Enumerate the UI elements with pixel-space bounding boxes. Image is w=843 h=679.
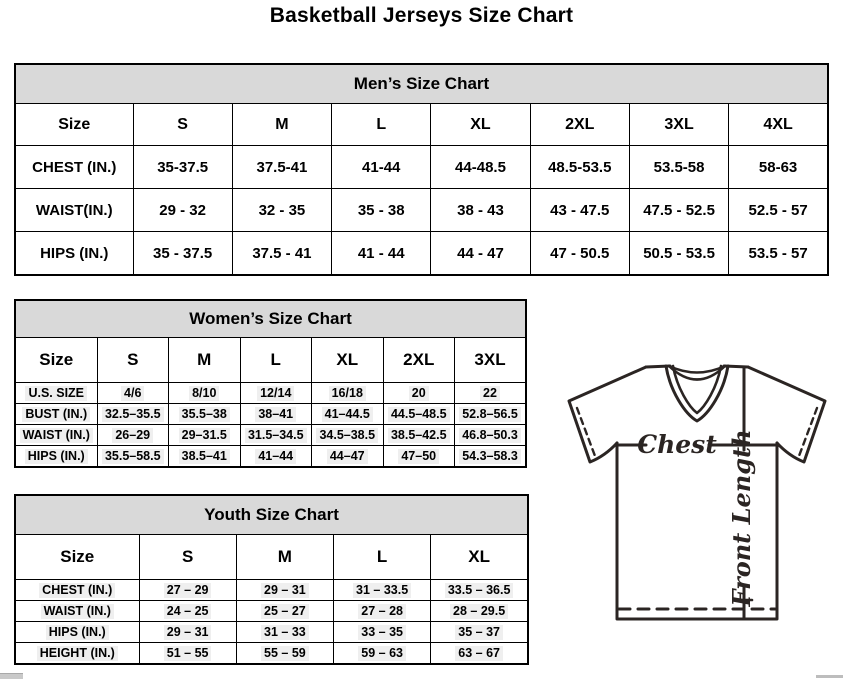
size-value-cell: 20 — [383, 383, 455, 404]
table-row — [15, 64, 828, 104]
column-header: 2XL — [383, 338, 455, 383]
size-value-cell: 32 - 35 — [232, 189, 331, 232]
table-row — [15, 383, 526, 404]
row-label: WAIST(IN.) — [15, 189, 133, 232]
size-value-cell: 38.5–41 — [169, 446, 241, 468]
size-value-cell: 48.5-53.5 — [530, 146, 629, 189]
size-value-cell: 47.5 - 52.5 — [629, 189, 728, 232]
size-value-cell: 53.5 - 57 — [729, 232, 828, 276]
table-row — [15, 232, 828, 276]
row-label: CHEST (IN.) — [15, 146, 133, 189]
row-label: U.S. SIZE — [15, 383, 97, 404]
column-header: S — [139, 535, 236, 580]
womens-table-title: Women’s Size Chart — [15, 300, 526, 338]
size-value-cell: 29 – 31 — [236, 580, 333, 601]
column-header: 2XL — [530, 104, 629, 146]
column-header: M — [236, 535, 333, 580]
size-value-cell: 55 – 59 — [236, 643, 333, 665]
size-value-cell: 54.3–58.3 — [455, 446, 527, 468]
table-row — [15, 622, 528, 643]
size-value-cell: 34.5–38.5 — [312, 425, 384, 446]
size-value-cell: 41–44.5 — [312, 404, 384, 425]
size-value-cell: 4/6 — [97, 383, 169, 404]
table-row — [15, 446, 526, 468]
size-value-cell: 33.5 – 36.5 — [431, 580, 528, 601]
size-value-cell: 28 – 29.5 — [431, 601, 528, 622]
size-value-cell: 47–50 — [383, 446, 455, 468]
size-value-cell: 8/10 — [169, 383, 241, 404]
table-row — [15, 580, 528, 601]
scrollbar-fragment-left[interactable] — [0, 673, 23, 679]
table-row — [15, 643, 528, 665]
size-value-cell: 24 – 25 — [139, 601, 236, 622]
size-value-cell: 38–41 — [240, 404, 312, 425]
mens-table-title: Men’s Size Chart — [15, 64, 828, 104]
size-value-cell: 27 – 29 — [139, 580, 236, 601]
column-header: L — [334, 535, 431, 580]
size-value-cell: 47 - 50.5 — [530, 232, 629, 276]
column-header: L — [240, 338, 312, 383]
size-value-cell: 32.5–35.5 — [97, 404, 169, 425]
size-value-cell: 25 – 27 — [236, 601, 333, 622]
size-value-cell: 35.5–38 — [169, 404, 241, 425]
size-value-cell: 53.5-58 — [629, 146, 728, 189]
size-value-cell: 44-48.5 — [431, 146, 530, 189]
column-header: M — [232, 104, 331, 146]
table-row — [15, 300, 526, 338]
jersey-measurement-diagram — [557, 357, 840, 623]
table-row — [15, 404, 526, 425]
size-value-cell: 35-37.5 — [133, 146, 232, 189]
column-header: S — [97, 338, 169, 383]
jersey-sleeve-right — [748, 367, 825, 462]
size-value-cell: 35 - 38 — [332, 189, 431, 232]
size-value-cell: 37.5-41 — [232, 146, 331, 189]
size-value-cell: 16/18 — [312, 383, 384, 404]
column-header: Size — [15, 338, 97, 383]
size-value-cell: 52.8–56.5 — [455, 404, 527, 425]
size-value-cell: 38 - 43 — [431, 189, 530, 232]
size-value-cell: 29 – 31 — [139, 622, 236, 643]
table-row — [15, 338, 526, 383]
size-value-cell: 46.8–50.3 — [455, 425, 527, 446]
mens-size-chart-table — [14, 63, 829, 276]
column-header: Size — [15, 104, 133, 146]
size-value-cell: 52.5 - 57 — [729, 189, 828, 232]
size-value-cell: 59 – 63 — [334, 643, 431, 665]
size-value-cell: 27 – 28 — [334, 601, 431, 622]
youth-table-title: Youth Size Chart — [15, 495, 528, 535]
table-row — [15, 146, 828, 189]
column-header: 4XL — [729, 104, 828, 146]
size-value-cell: 29 - 32 — [133, 189, 232, 232]
scrollbar-fragment-right[interactable] — [816, 675, 843, 678]
size-value-cell: 31 – 33.5 — [334, 580, 431, 601]
size-value-cell: 31.5–34.5 — [240, 425, 312, 446]
womens-size-chart-table — [14, 299, 527, 468]
size-value-cell: 29–31.5 — [169, 425, 241, 446]
row-label: HEIGHT (IN.) — [15, 643, 139, 665]
size-value-cell: 63 – 67 — [431, 643, 528, 665]
size-value-cell: 50.5 - 53.5 — [629, 232, 728, 276]
size-value-cell: 41–44 — [240, 446, 312, 468]
size-value-cell: 58-63 — [729, 146, 828, 189]
column-header: XL — [312, 338, 384, 383]
row-label: HIPS (IN.) — [15, 232, 133, 276]
size-value-cell: 26–29 — [97, 425, 169, 446]
table-row — [15, 189, 828, 232]
size-value-cell: 33 – 35 — [334, 622, 431, 643]
size-value-cell: 51 – 55 — [139, 643, 236, 665]
row-label: WAIST (IN.) — [15, 425, 97, 446]
column-header: 3XL — [629, 104, 728, 146]
table-row — [15, 104, 828, 146]
row-label: HIPS (IN.) — [15, 622, 139, 643]
size-value-cell: 22 — [455, 383, 527, 404]
size-value-cell: 38.5–42.5 — [383, 425, 455, 446]
front-length-label: Front Length — [727, 429, 756, 607]
column-header: Size — [15, 535, 139, 580]
column-header: XL — [431, 104, 530, 146]
row-label: WAIST (IN.) — [15, 601, 139, 622]
row-label: HIPS (IN.) — [15, 446, 97, 468]
chest-label: Chest — [637, 430, 717, 459]
table-row — [15, 495, 528, 535]
jersey-sleeve-left — [569, 367, 646, 462]
size-value-cell: 35 - 37.5 — [133, 232, 232, 276]
table-row — [15, 601, 528, 622]
size-value-cell: 44 - 47 — [431, 232, 530, 276]
table-row — [15, 535, 528, 580]
size-value-cell: 44.5–48.5 — [383, 404, 455, 425]
column-header: L — [332, 104, 431, 146]
size-value-cell: 44–47 — [312, 446, 384, 468]
size-value-cell: 41 - 44 — [332, 232, 431, 276]
column-header: S — [133, 104, 232, 146]
row-label: BUST (IN.) — [15, 404, 97, 425]
column-header: XL — [431, 535, 528, 580]
youth-size-chart-table — [14, 494, 529, 665]
column-header: 3XL — [455, 338, 527, 383]
column-header: M — [169, 338, 241, 383]
size-value-cell: 43 - 47.5 — [530, 189, 629, 232]
size-value-cell: 35 – 37 — [431, 622, 528, 643]
table-row — [15, 425, 526, 446]
size-value-cell: 12/14 — [240, 383, 312, 404]
size-value-cell: 31 – 33 — [236, 622, 333, 643]
size-value-cell: 41-44 — [332, 146, 431, 189]
row-label: CHEST (IN.) — [15, 580, 139, 601]
size-value-cell: 37.5 - 41 — [232, 232, 331, 276]
size-value-cell: 35.5–58.5 — [97, 446, 169, 468]
page-title: Basketball Jerseys Size Chart — [269, 4, 574, 27]
